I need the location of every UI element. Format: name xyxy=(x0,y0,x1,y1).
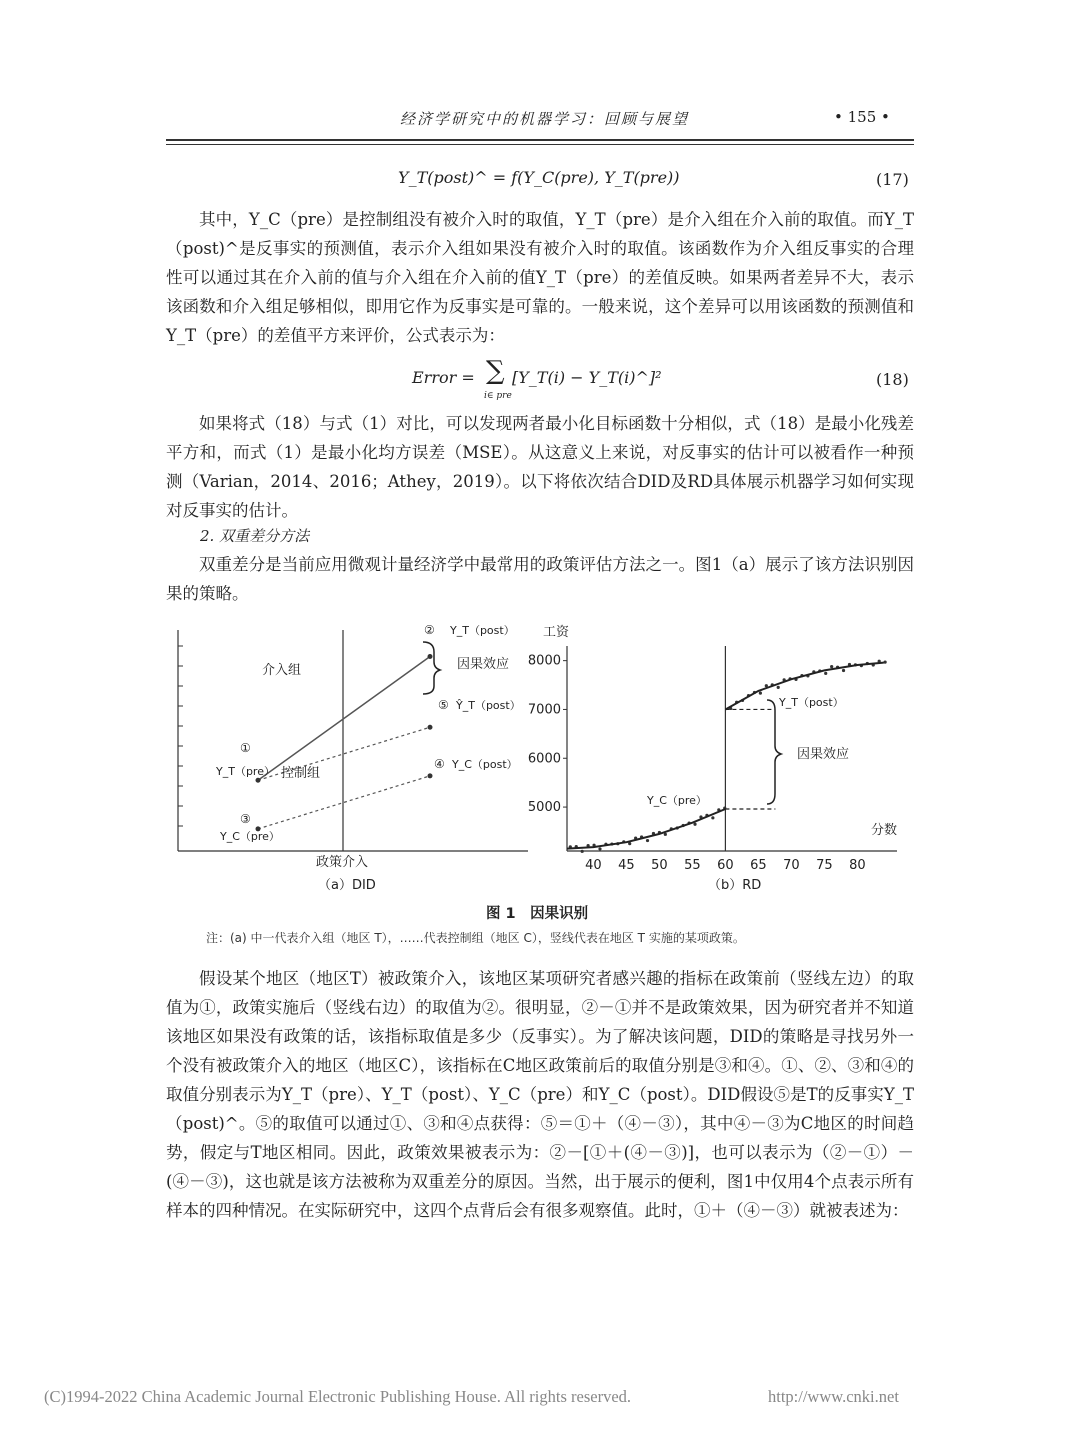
rd-y-tick-label-3: 8000 xyxy=(527,653,561,669)
did-y-ticks xyxy=(178,646,183,826)
footer-url: http://www.cnki.net xyxy=(768,1387,899,1406)
paragraph-3: 双重差分是当前应用微观计量经济学中最常用的政策评估方法之一。图1（a）展示了该方法识别因果的策略。 xyxy=(166,555,914,603)
did-x-label: 政策介入 xyxy=(316,855,369,870)
did-point-5 xyxy=(428,725,433,730)
did-label-yc-pre: Y_C（pre） xyxy=(220,830,280,843)
rd-scatter-point xyxy=(824,672,827,675)
rd-scatter-point xyxy=(884,660,887,663)
equation-18-rhs: [Y_T(i) − Y_T(i)^]² xyxy=(512,368,662,387)
did-label-1: ① xyxy=(240,741,251,755)
rd-x-tick-label-1: 45 xyxy=(618,858,635,873)
rd-x-tick-label-5: 65 xyxy=(750,858,767,873)
did-label-4: ④ xyxy=(434,757,445,771)
figure-caption: 图 1 因果识别 xyxy=(486,906,589,922)
equation-17: Y_T(post)^ = f(Y_C(pre), Y_T(pre)) xyxy=(398,168,680,187)
did-chart xyxy=(168,618,538,878)
page-number: • 155 • xyxy=(834,108,890,126)
figure-note: 注：(a) 中一代表介入组（地区 T），……代表控制组（地区 C），竖线代表在地区 T 实施的某项政策。 xyxy=(206,931,745,945)
did-label-yt-hat-post: Ŷ_T（post） xyxy=(456,699,521,712)
rd-x-tick-label-8: 80 xyxy=(849,858,866,873)
rd-x-tick-label-4: 60 xyxy=(717,858,734,873)
rd-fit-left xyxy=(567,809,725,849)
rd-y-tick-label-1: 6000 xyxy=(527,751,561,767)
header-rule-thin xyxy=(166,144,914,145)
did-point-4 xyxy=(428,773,433,778)
rd-scatter-point xyxy=(598,847,601,850)
panel-a-caption: （a）DID xyxy=(318,878,376,893)
rd-x-label: 分数 xyxy=(871,823,898,838)
rd-y-tick-label-2: 7000 xyxy=(527,702,561,718)
rd-effect-brace xyxy=(767,700,781,804)
panel-b-caption: （b）RD xyxy=(708,878,762,893)
sum-subscript: i∈ pre xyxy=(484,391,512,401)
did-label-yt-pre: Y_T（pre） xyxy=(216,765,275,778)
section-heading: 2. 双重差分方法 xyxy=(200,527,310,545)
rd-scatter-point xyxy=(646,839,649,842)
did-control-label: 控制组 xyxy=(281,766,321,781)
rd-scatter-point xyxy=(711,816,714,819)
did-effect-brace xyxy=(423,642,440,694)
equation-18-number: (18) xyxy=(876,370,909,389)
paragraph-4: 假设某个地区（地区T）被政策介入，该地区某项研究者感兴趣的指标在政策前（竖线左边）的取值为①，政策实施后（竖线右边）的取值为②。很明显，②－①并不是政策效果，因为研究者并不知道该地区如果没有政策的话，该指标取值是多少（反事实）。为了解决该问题，DID的策略是寻找另外一个没有被政策介入的地区（地区C），该指标在C地区政策前后的取值分别是③和④。①、②、③和④的取值分别表示为Y_T（pre）、Y_T（post）、Y_C（pre）和Y_C（post）。DID假设⑤是T的反事实Y_T（post)^。⑤的取值可以通过①、③和④点获得：⑤＝①＋（④－③），其中④－③为C地区的时间趋势，假定与T地区相同。因此，政策效果被表示为：②－[①＋(④－③)]，也可以表示为（②－①）－(④－③)，这也就是该方法被称为双重差分的原因。当然，出于展示的便利，图1中仅用4个点表示所有样本的四种情况。在实际研究中，这四个点背后会有很多观察值。此时，①＋（④－③）就被表述为： xyxy=(166,969,914,1220)
rd-x-tick-label-3: 55 xyxy=(684,858,701,873)
did-label-yc-post: Y_C（post） xyxy=(452,758,518,771)
footer-copyright: (C)1994-2022 China Academic Journal Electronic Publishing House. All rights reserved. xyxy=(44,1387,632,1406)
did-point-1 xyxy=(256,778,261,783)
did-point-2 xyxy=(428,654,433,659)
did-label-3: ③ xyxy=(240,812,251,826)
rd-y-tick-label-0: 5000 xyxy=(527,800,561,816)
did-label-5: ⑤ xyxy=(438,698,449,712)
did-control-line xyxy=(258,776,430,829)
equation-18-lhs: Error = xyxy=(412,368,475,387)
rd-effect-label: 因果效应 xyxy=(797,747,850,762)
rd-scatter-point xyxy=(777,686,780,689)
did-treat-label: 介入组 xyxy=(262,663,302,678)
did-label-yt-post: Y_T（post） xyxy=(450,624,515,637)
paragraph-1: 其中，Y_C（pre）是控制组没有被介入时的取值，Y_T（pre）是介入组在介入前的取值。而Y_T（post)^是反事实的预测值，表示介入组如果没有被介入时的取值。该函数作为介入组反事实的合理性可以通过其在介入前的值与介入组在介入前的值Y_T（pre）的差值反映。如果两者差异不大，表示该函数和介入组足够相似，即用它作为反事实是可靠的。一般来说，这个差异可以用该函数的预测值和Y_T（pre）的差值平方来评价，公式表示为： xyxy=(166,210,914,345)
rd-scatter-point xyxy=(581,850,584,853)
rd-y-label: 工资 xyxy=(543,625,570,640)
rd-x-tick-label-0: 40 xyxy=(585,858,602,873)
sum-symbol: ∑ xyxy=(486,356,505,386)
rd-x-tick-label-7: 75 xyxy=(816,858,833,873)
rd-label-yt-post: Y_T（post） xyxy=(779,696,844,709)
did-effect-label: 因果效应 xyxy=(457,657,510,672)
rd-label-yc-pre: Y_C（pre） xyxy=(647,794,707,807)
rd-chart xyxy=(527,618,905,878)
rd-scatter-point xyxy=(842,669,845,672)
header-rule xyxy=(166,139,914,141)
rd-scatter-point xyxy=(759,692,762,695)
equation-17-number: (17) xyxy=(876,170,909,189)
rd-x-ticks xyxy=(585,858,866,873)
rd-scatter-point xyxy=(830,665,833,668)
rd-x-tick-label-2: 50 xyxy=(651,858,668,873)
rd-x-tick-label-6: 70 xyxy=(783,858,800,873)
paragraph-2: 如果将式（18）与式（1）对比，可以发现两者最小化目标函数十分相似，式（18）是最小化残差平方和，而式（1）是最小化均方误差（MSE）。从这意义上来说，对反事实的估计可以被看作一种预测（Varian，2014、2016；Athey，2019）。以下将依次结合DID及RD具体展示机器学习如何实现对反事实的估计。 xyxy=(166,414,914,520)
did-label-2: ② xyxy=(424,623,435,637)
running-header-title: 经济学研究中的机器学习：回顾与展望 xyxy=(400,110,690,128)
